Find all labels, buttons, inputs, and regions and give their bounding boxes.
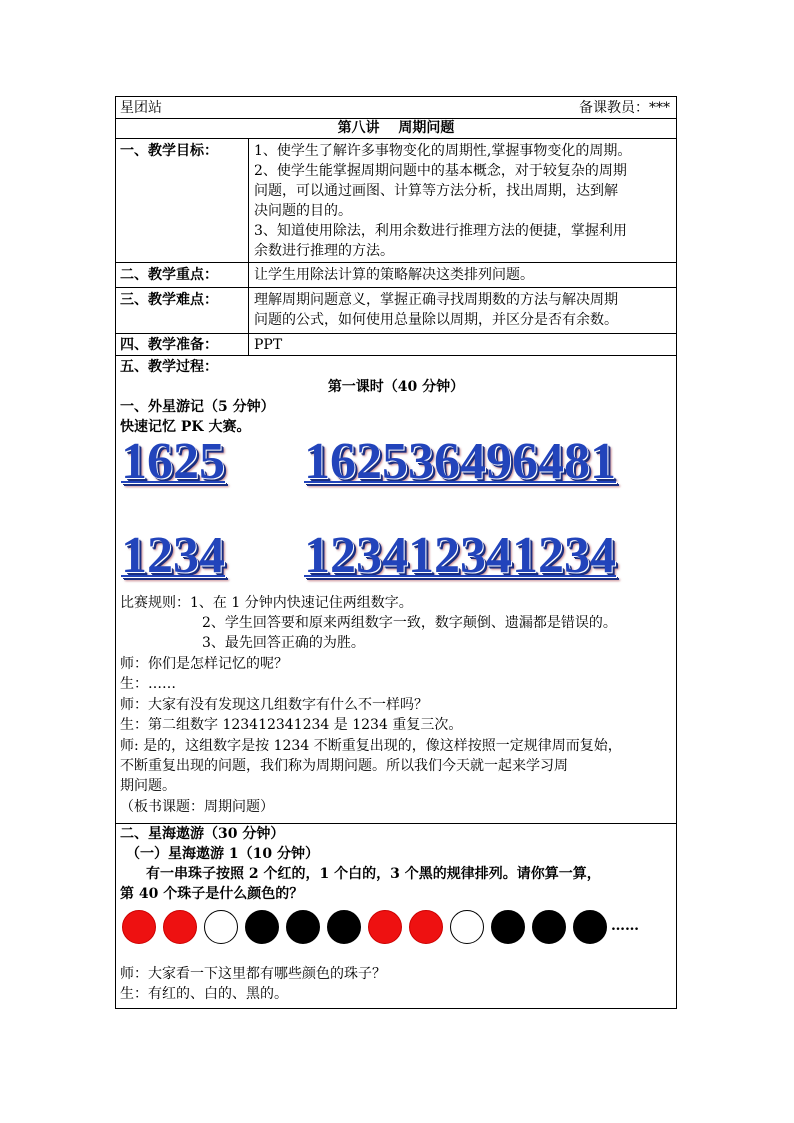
part2-title: 二、星海遨游（30 分钟） [120,826,285,842]
dialogue-line: 不断重复出现的问题，我们称为周期问题。所以我们今天就一起来学习周 [120,758,568,774]
dialogue-line: 师：你们是怎样记忆的呢？ [120,656,288,672]
goals-line: 1、使学生了解许多事物变化的周期性,掌握事物变化的周期。 [254,143,632,159]
goals-line: 2、使学生能掌握周期问题中的基本概念，对于较复杂的周期 [254,163,627,179]
bead-black [245,910,279,944]
bead-black [286,910,320,944]
sub1-title: （一）星海遨游 1（10 分钟） [126,846,319,862]
goals-line: 决问题的目的。 [254,203,352,219]
dialogue-line: 生：…… [120,676,176,692]
bead-black [327,910,361,944]
teacher-name: 备课教员：*** [579,100,670,116]
goals-row [116,139,676,263]
column-divider [248,263,249,287]
problem-line: 第 40 个珠子是什么颜色的？ [120,886,304,902]
goals-line: 3、知道使用除法，利用余数进行推理方法的便捷，掌握利用 [254,223,627,239]
preparation-label: 四、教学准备： [120,337,218,353]
bead-black [491,910,525,944]
header-row [116,97,676,119]
difficulty-row [116,288,676,334]
lesson-title-row [116,119,676,139]
part1-title: 一、外星游记（5 分钟） [120,399,275,415]
bead-red [122,910,156,944]
dialogue-line: 生：第二组数字 123412341234 是 1234 重复三次。 [120,717,463,733]
lesson-plan-table [115,96,677,1009]
game-title: 快速记忆 PK 大赛。 [120,419,251,435]
bead-black [573,910,607,944]
key-point-row [116,263,676,288]
bead-ellipsis: …… [611,918,639,934]
bead-white [450,910,484,944]
bead-red [163,910,197,944]
memory-number-short-2: 1234 [121,527,225,584]
period-title: 第一课时（40 分钟） [327,379,465,395]
process-label: 五、教学过程： [120,359,218,375]
lesson-title: 第八讲 周期问题 [337,120,455,136]
rules-line: 3、最先回答正确的为胜。 [202,635,365,651]
org-name: 星团站 [120,100,162,116]
preparation-line: PPT [254,337,283,353]
preparation-row [116,334,676,356]
dialogue-line: 师：大家看一下这里都有哪些颜色的珠子？ [120,966,386,982]
process-part1 [116,356,676,824]
bead-white [204,910,238,944]
key-point-line: 让学生用除法计算的策略解决这类排列问题。 [254,267,534,283]
dialogue-line: 期问题。 [120,778,176,794]
key-point-content [254,265,672,285]
column-divider [248,334,249,355]
rules-line: 2、学生回答要和原来两组数字一致，数字颠倒、遗漏都是错误的。 [202,615,617,631]
dialogue-line: 师：大家有没有发现这几组数字有什么不一样吗？ [120,697,428,713]
memory-number-short-1: 1625 [121,433,225,490]
difficulty-label: 三、教学难点： [120,292,218,308]
dialogue-line: 生：有红的、白的、黑的。 [120,986,288,1002]
bead-red [368,910,402,944]
column-divider [248,139,249,262]
difficulty-line: 理解周期问题意义，掌握正确寻找周期数的方法与解决周期 [254,292,618,308]
dialogue-line: 师: 是的，这组数字是按 1234 不断重复出现的，像这样按照一定规律周而复始， [120,738,622,754]
goals-line: 问题，可以通过画图、计算等方法分析，找出周期，达到解 [254,183,618,199]
goals-label: 一、教学目标： [120,143,218,159]
process-part2 [116,824,676,1010]
goals-content [254,141,672,261]
memory-number-long-1: 162536496481 [304,433,616,490]
memory-number-long-2: 123412341234 [304,527,616,584]
column-divider [248,288,249,333]
dialogue-line: （板书课题：周期问题） [120,799,274,815]
problem-line: 有一串珠子按照 2 个红的，1 个白的，3 个黑的规律排列。请你算一算， [146,866,601,882]
bead-red [409,910,443,944]
bead-sequence [116,908,678,948]
key-point-label: 二、教学重点： [120,267,218,283]
goals-line: 余数进行推理的方法。 [254,243,394,259]
difficulty-line: 问题的公式，如何使用总量除以周期，并区分是否有余数。 [254,312,618,328]
difficulty-content [254,290,672,330]
bead-black [532,910,566,944]
rules-line: 比赛规则：1、在 1 分钟内快速记住两组数字。 [120,595,413,611]
preparation-content [254,335,672,355]
